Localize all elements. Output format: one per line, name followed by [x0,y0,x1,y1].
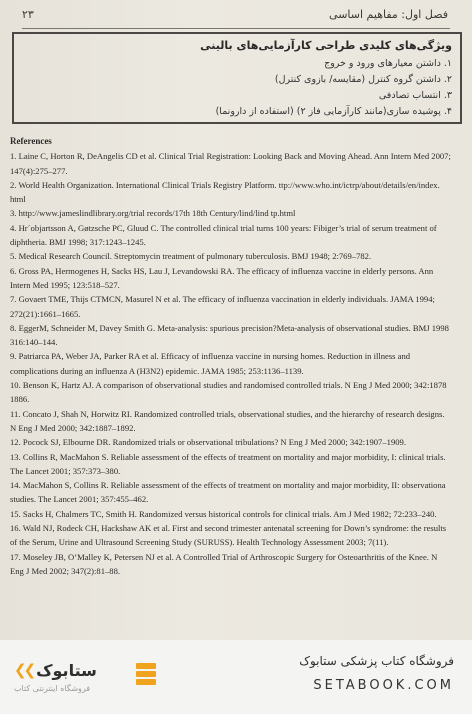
references-heading: References [10,136,52,146]
store-logo[interactable] [14,654,164,700]
reference-line: 14. MacMahon S, Collins R. Reliable assessment of the effects of treatment on mortality and major morbidity, II: observationa [10,480,446,491]
page-header [12,6,460,30]
reference-line: 12. Pocock SJ, Elbourne DR. Randomized trials or observational tribulations? N Eng J Med 2000; 342:1907–1909. [10,437,406,448]
reference-line: diphtheria. BMJ 1998; 317:1243–1245. [10,237,146,248]
reference-line: 272(21):1661–1665. [10,308,81,319]
reference-line: The Lancet 2001; 357:373–380. [10,465,121,476]
reference-line: 147(4):275–277. [10,165,68,176]
reference-line: 1. Laine C, Horton R, DeAngelis CD et al. Clinical Trial Registration: Looking Back and Moving Ahead. Ann Intern Med 2007; [10,151,451,162]
reference-line: 9. Patriarca PA, Weber JA, Parker RA et al. Efficacy of influenza vaccine in nursing homes. Reduction in illness and [10,351,411,362]
book-stack-icon [134,660,158,688]
reference-line: 6. Gross PA, Hermogenes H, Sacks HS, Lau J, Levandowski RA. The efficacy of influenza vaccine in elderly persons. Ann [10,265,434,276]
reference-line: Intern Med 1995; 123:518–527. [10,279,120,290]
page-number: ۲۳ [22,8,34,21]
reference-line: 10. Benson K, Hartz AJ. A comparison of observational studies and randomised controlled trials. N Eng J Med 2000; 342:1878 [10,380,447,391]
box-item: ۴. پوشیده سازی(مانند کارآزمایی فاز ۲) (استفاده از دارونما) [215,106,452,117]
store-footer [0,640,472,714]
reference-line: complications during an influenza A (H3N2) epidemic. JAMA 1985; 253:1136–1139. [10,365,304,376]
reference-line: 1886. [10,394,30,405]
reference-line: 8. EggerM, Schneider M, Davey Smith G. Meta-analysis: spurious precision?Meta-analysis of observational studies. BMJ 1998 [10,322,449,333]
header-divider [22,28,450,29]
reference-line: 2. World Health Organization. International Clinical Trials Registry Platform. ttp://www.who.int/ictrp/about/details/en/index. [10,179,440,190]
store-title: فروشگاه کتاب پزشکی ستابوک [299,654,454,668]
reference-line: N Eng J Med 2000; 342:1887–1892. [10,422,136,433]
references-section [10,134,470,578]
reference-line: 316:140–144. [10,337,58,348]
reference-line: 7. Govaert TME, Thijs CTMCN, Masurel N et al. The efficacy of influenza vaccination in elderly individuals. JAMA 1994; [10,294,435,305]
reference-line: 15. Sacks H, Chalmers TC, Smith H. Randomized versus historical controls for clinical trials. Am J Med 1982; 72:233–240. [10,508,437,519]
chapter-title: فصل اول: مفاهیم اساسی [329,8,448,21]
logo-badge [14,658,118,682]
reference-line: 3. http://www.jameslindlibrary.org/trial records/17th 18th Century/lind/lind tp.html [10,208,296,219]
key-features-box [12,32,462,124]
logo-subtitle: فروشگاه اینترنتی کتاب [14,684,91,693]
reference-line: studies. The Lancet 2001; 357:455–462. [10,494,149,505]
reference-line: 13. Collins R, MacMahon S. Reliable assessment of the effects of treatment on mortality and major morbidity, I: clinical trials. [10,451,446,462]
box-title: ویژگی‌های کلیدی طراحی کارآزمایی‌های بالینی [200,39,452,52]
arrows-icon: ❮❮ [14,661,34,679]
store-url[interactable]: SETABOOK.COM [313,678,454,693]
box-item: ۳. انتساب تصادفی [378,90,452,101]
box-item: ۲. داشتن گروه کنترل (مقایسه/ بازوی کنترل) [274,74,452,85]
reference-line: 4. Hr´objartsson A, Gøtzsche PC, Gluud C. The controlled clinical trial turns 100 years: Fibiger’s trial of serum treatment of [10,222,437,233]
reference-line: of the Serum, Urine and Ultrasound Screening Study (SURUSS). Health Technology Assessment 2003; 7(11). [10,537,389,548]
box-item: ۱. داشتن معیارهای ورود و خروج [324,58,452,69]
reference-line: 17. Moseley JB, O’Malley K, Petersen NJ et al. A Controlled Trial of Arthroscopic Surgery for Osteoarthritis of the Knee. N [10,551,438,562]
reference-line: Eng J Med 2002; 347(2):81–88. [10,565,121,576]
reference-line: 16. Wald NJ, Rodeck CH, Hackshaw AK et al. First and second trimester antenatal screening for Down’s syndrome: the results [10,523,447,534]
reference-line: 11. Concato J, Shah N, Horwitz RI. Randomized controlled trials, observational studies, and the hierarchy of research designs. [10,408,445,419]
logo-wordmark: ستابوک [36,660,97,680]
reference-line: 5. Medical Research Council. Streptomycin treatment of pulmonary tuberculosis. BMJ 1948; 2:769–782. [10,251,372,262]
reference-line: html [10,194,26,205]
